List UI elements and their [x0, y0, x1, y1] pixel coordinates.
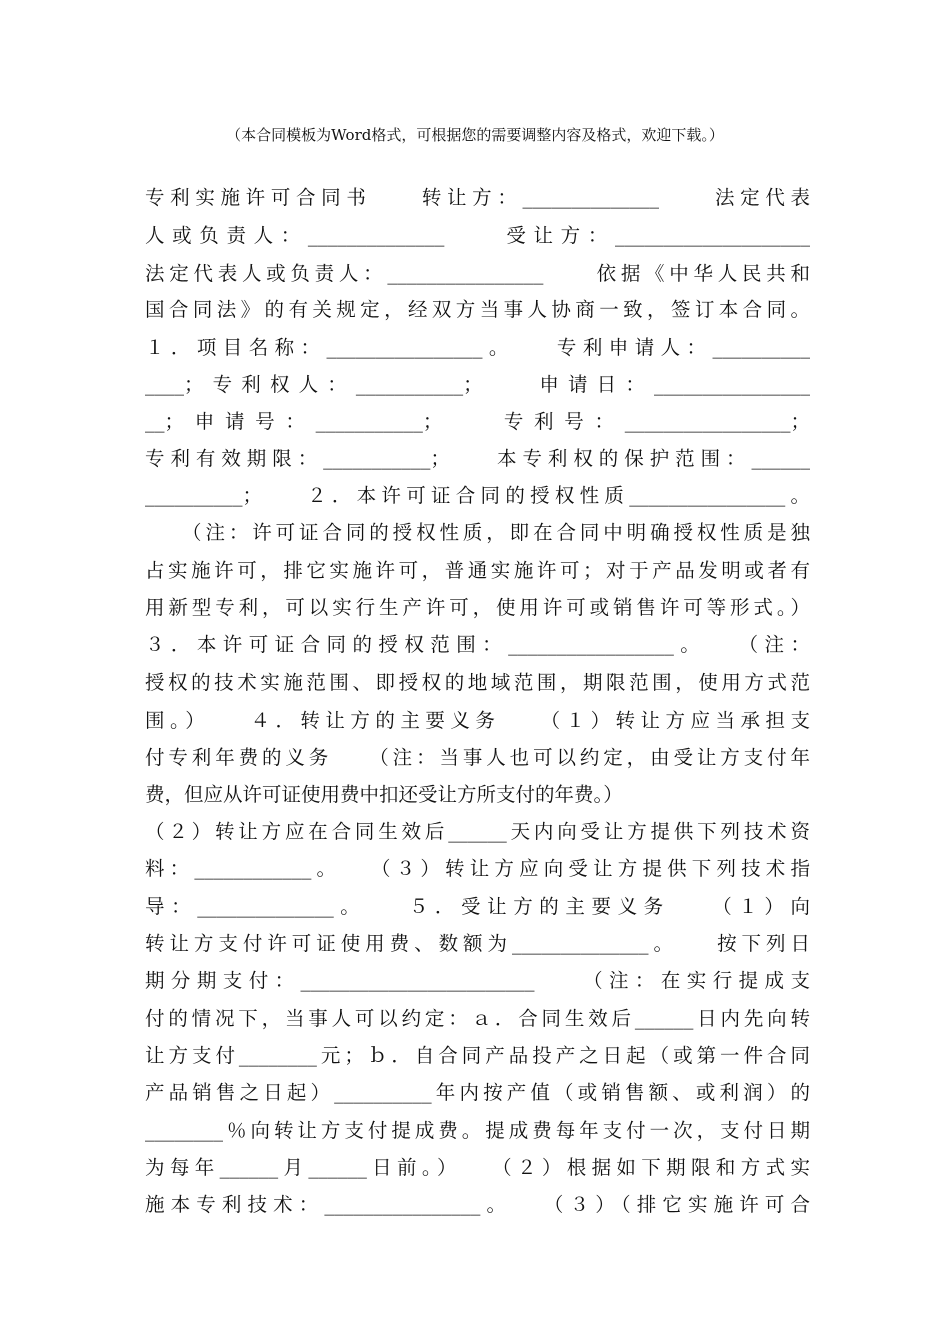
body-line: 导：______________。 ５．受让方的主要义务 （１）向 [145, 895, 810, 918]
body-line: 专利实施许可合同书 转让方：______________ 法定代表 [145, 186, 810, 209]
body-line: 为每年______月______日前。） （２）根据如下期限和方式实 [145, 1156, 810, 1179]
body-line: 围。） ４．转让方的主要义务 （１）转让方应当承担支 [145, 709, 810, 732]
body-line: 用新型专利，可以实行生产许可，使用许可或销售许可等形式。） [145, 596, 810, 619]
body-line: １．项目名称：________________。 专利申请人：__________ [145, 336, 810, 359]
body-line: 施本专利技术：________________。 （３）（排它实施许可合 [145, 1193, 810, 1216]
body-line: 授权的技术实施范围、即授权的地域范围，期限范围，使用方式范 [145, 671, 810, 694]
body-line: 付专利年费的义务 （注：当事人也可以约定，由受让方支付年 [145, 746, 810, 769]
body-line: 产品销售之日起）__________年内按产值（或销售额、或利润）的 [145, 1081, 810, 1104]
body-line: __________； ２．本许可证合同的授权性质________________。 [145, 484, 810, 507]
body-line: 期分期支付：________________________ （注：在实行提成支 [145, 969, 810, 992]
body-line: 人或负责人：______________ 受让方：____________________ [145, 224, 810, 247]
body-line: ____；专利权人：___________； 申请日：________________ [145, 373, 810, 396]
body-line: ３．本许可证合同的授权范围：_________________。 （注： [145, 633, 810, 656]
body-line: ________％向转让方支付提成费。提成费每年支付一次，支付日期 [145, 1119, 810, 1142]
body-line: （注：许可证合同的授权性质，即在合同中明确授权性质是独 [145, 521, 810, 544]
body-line: 费，但应从许可证使用费中扣还受让方所支付的年费。） [145, 783, 623, 806]
body-line: 让方支付________元；ｂ．自合同产品投产之日起（或第一件合同 [145, 1044, 810, 1067]
body-line: __；申请号：___________； 专利号：_________________； [145, 410, 810, 433]
body-line: 转让方支付许可证使用费、数额为______________。 按下列日 [145, 932, 810, 955]
body-line: 占实施许可，排它实施许可，普通实施许可；对于产品发明或者有 [145, 559, 810, 582]
body-line: （２）转让方应在合同生效后______天内向受让方提供下列技术资 [145, 820, 810, 843]
body-line: 法定代表人或负责人：________________ 依据《中华人民共和 [145, 262, 810, 285]
header-note: （本合同模板为Word格式，可根据您的需要调整内容及格式，欢迎下载。） [226, 126, 724, 144]
body-line: 国合同法》的有关规定，经双方当事人协商一致，签订本合同。 [145, 298, 810, 321]
body-line: 付的情况下，当事人可以约定：ａ．合同生效后______日内先向转 [145, 1007, 810, 1030]
body-line: 料：____________。 （３）转让方应向受让方提供下列技术指 [145, 857, 810, 880]
body-line: 专利有效期限：___________； 本专利权的保护范围：______ [145, 447, 810, 470]
